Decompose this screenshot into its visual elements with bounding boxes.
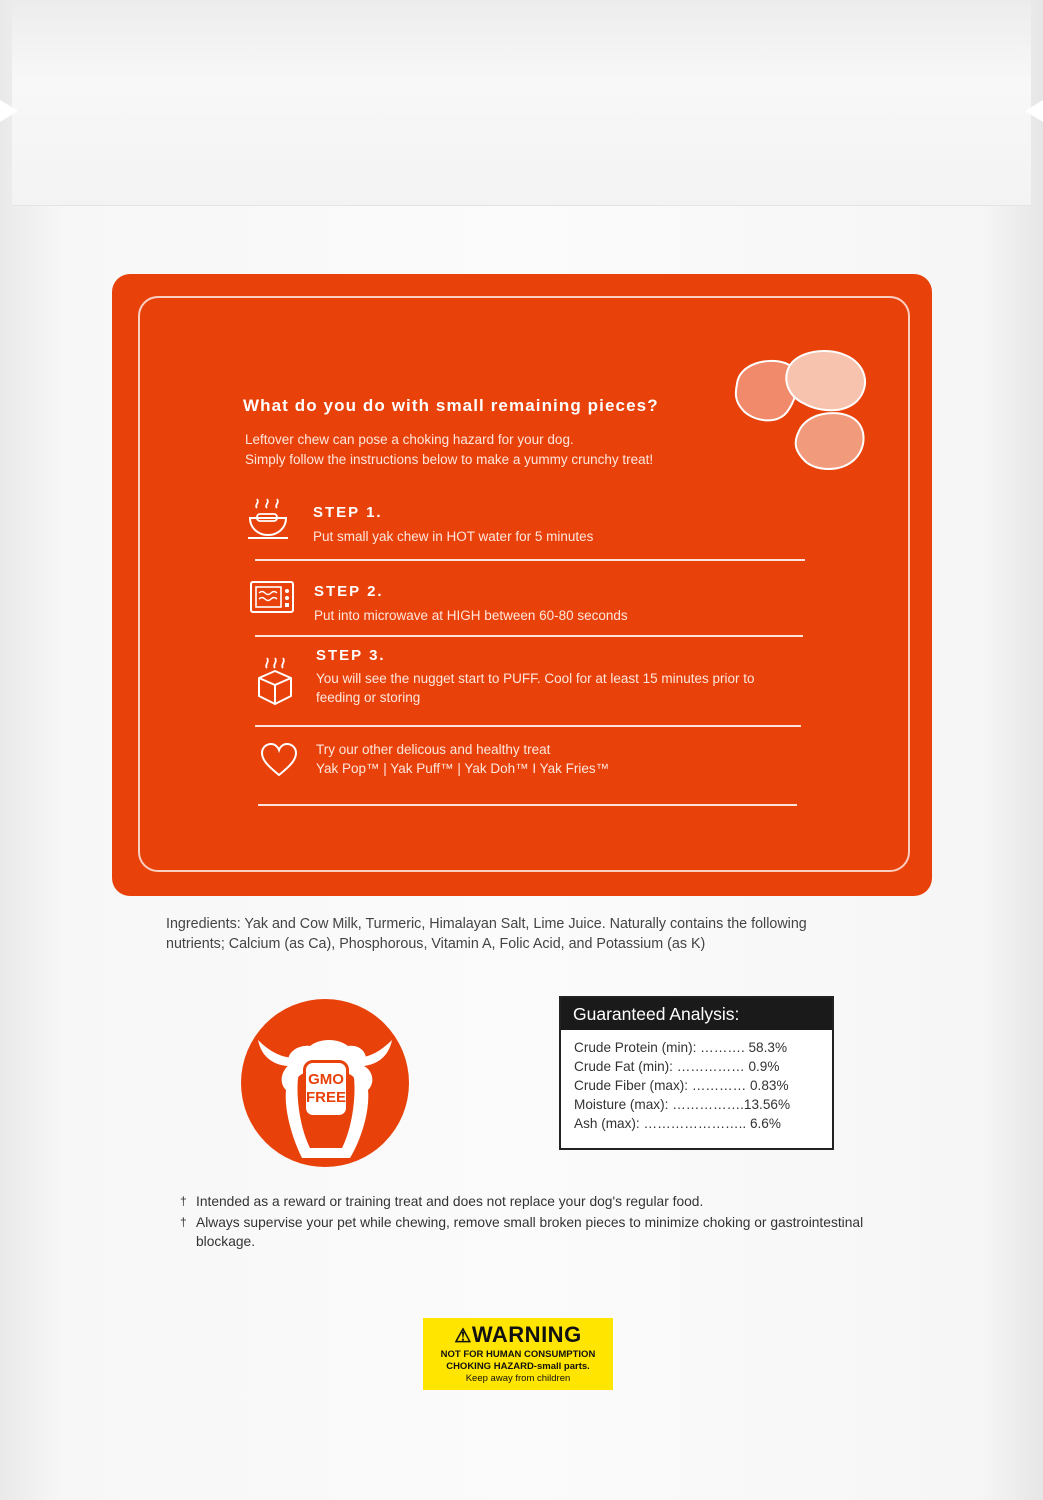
heart-icon <box>260 742 298 778</box>
warning-line-1: NOT FOR HUMAN CONSUMPTION <box>440 1349 596 1360</box>
analysis-row: Crude Fat (min): …………… 0.9% <box>574 1059 780 1074</box>
step-2-text: Put into microwave at HIGH between 60-80 seconds <box>314 608 628 623</box>
note-item <box>180 1192 880 1211</box>
instruction-panel <box>112 274 932 896</box>
step-1-text: Put small yak chew in HOT water for 5 minutes <box>313 529 594 544</box>
dagger-mark: † <box>180 1215 187 1229</box>
gmo-label: GMO <box>308 1071 344 1088</box>
note-text: Intended as a reward or training treat and does not replace your dog's regular food. <box>196 1194 704 1209</box>
chew-piece-3 <box>796 413 864 469</box>
analysis-row: Crude Protein (min): ………. 58.3% <box>574 1040 788 1055</box>
warning-heading-text: WARNING <box>471 1322 582 1347</box>
ingredients-line-1: Ingredients: Yak and Cow Milk, Turmeric, Himalayan Salt, Lime Juice. Naturally contains the following <box>166 916 807 932</box>
ingredients-text <box>166 914 886 954</box>
divider <box>258 804 797 806</box>
warning-line-3: Keep away from children <box>465 1373 571 1384</box>
panel-intro <box>245 430 765 470</box>
divider <box>255 635 803 637</box>
panel-question: What do you do with small remaining pieces? <box>243 396 659 415</box>
warning-heading <box>423 1323 613 1349</box>
notes <box>180 1192 880 1253</box>
microwave-icon <box>249 580 295 614</box>
steaming-cube-icon <box>255 650 295 706</box>
analysis-row: Ash (max): ………………….. 6.6% <box>574 1116 781 1131</box>
bag-top-seal <box>12 0 1031 206</box>
guaranteed-analysis-box <box>559 996 834 1150</box>
dagger-mark: † <box>180 1194 187 1208</box>
step-1-title: STEP 1. <box>313 504 383 521</box>
free-label: FREE <box>306 1089 347 1106</box>
analysis-row: Moisture (max): …………….13.56% <box>574 1097 791 1112</box>
intro-line-1: Leftover chew can pose a choking hazard for your dog. <box>245 432 574 447</box>
promo-text <box>316 740 786 778</box>
divider <box>255 725 801 727</box>
step-2-title: STEP 2. <box>314 583 384 600</box>
chew-pieces-illustration <box>727 349 887 484</box>
warning-line-2: CHOKING HAZARD-small parts. <box>446 1361 590 1372</box>
step-3-title: STEP 3. <box>316 647 386 664</box>
note-text: Always supervise your pet while chewing, remove small broken pieces to minimize choking or gastrointestinal blockage. <box>196 1215 864 1249</box>
intro-line-2: Simply follow the instructions below to make a yummy crunchy treat! <box>245 452 654 467</box>
note-item <box>180 1213 880 1251</box>
chew-piece-2 <box>786 351 865 410</box>
analysis-row: Crude Fiber (max): ………… 0.83% <box>574 1078 789 1093</box>
ingredients-line-2: nutrients; Calcium (as Ca), Phosphorous, Vitamin A, Folic Acid, and Potassium (as K) <box>166 936 706 952</box>
promo-line-1: Try our other delicous and healthy treat <box>316 742 551 757</box>
gmo-free-badge <box>240 998 410 1168</box>
analysis-title: Guaranteed Analysis: <box>561 998 832 1030</box>
warning-triangle-icon: ⚠ <box>454 1326 472 1347</box>
warning-label <box>423 1318 613 1390</box>
divider <box>255 559 805 561</box>
gmo-free-label <box>303 1060 349 1118</box>
promo-line-2: Yak Pop™ | Yak Puff™ | Yak Doh™ I Yak Fries™ <box>316 761 610 776</box>
step-3-text: You will see the nugget start to PUFF. Cool for at least 15 minutes prior to feeding or storing <box>316 671 755 705</box>
analysis-rows <box>561 1030 832 1133</box>
hot-water-bowl-icon <box>245 496 291 542</box>
